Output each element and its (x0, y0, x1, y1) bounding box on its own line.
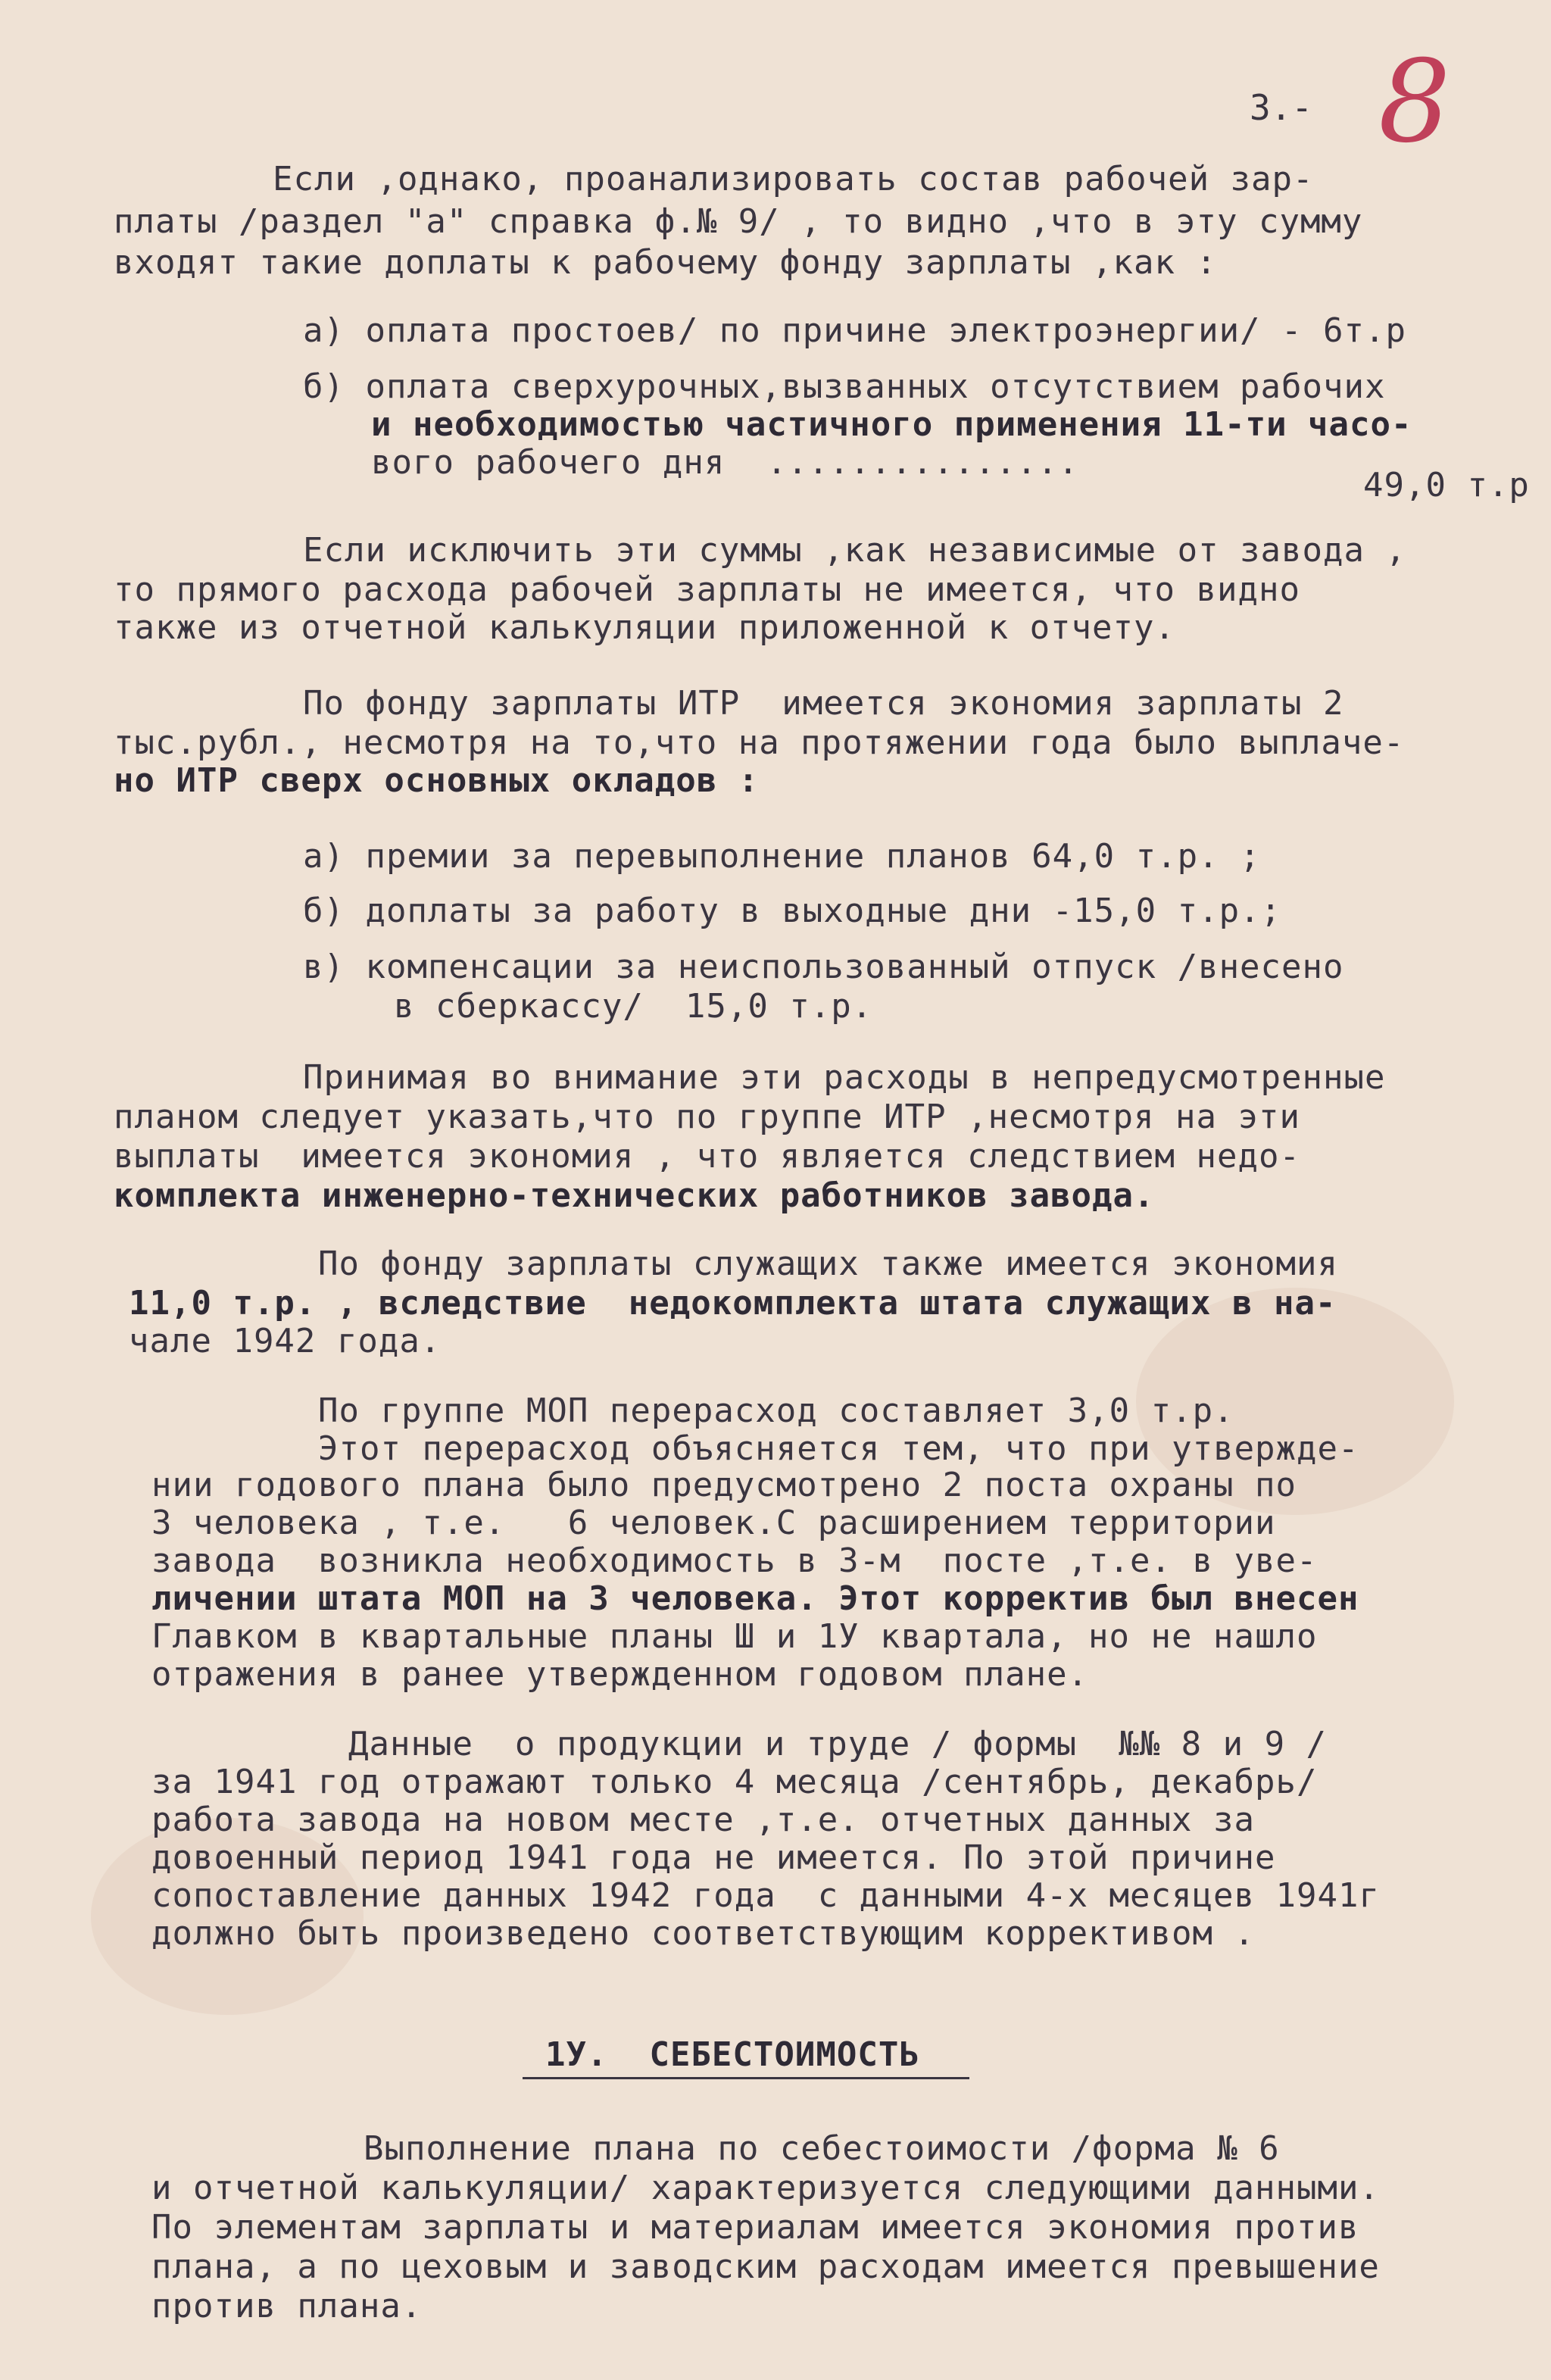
text-line: в) компенсации за неиспользованный отпуск /внесено (303, 948, 1344, 986)
text-line: сопоставление данных 1942 года с данными 4-х месяцев 1941г (151, 1876, 1380, 1915)
text-line: планом следует указать,что по группе ИТР ,несмотря на эти (114, 1098, 1300, 1136)
text-line: По группе МОП перерасход составляет 3,0 т.р. (318, 1391, 1234, 1430)
text-line: 11,0 т.р. , вследствие недокомплекта штата служащих в на- (129, 1284, 1337, 1323)
text-line: и отчетной калькуляции/ характеризуется следующими данными. (151, 2169, 1380, 2207)
text-line: должно быть произведено соответствующим коррективом . (151, 1914, 1255, 1953)
text-line: в сберкассу/ 15,0 т.р. (394, 987, 873, 1026)
text-line: плана, а по цеховым и заводским расходам имеется превышение (151, 2247, 1380, 2286)
text-line: б) оплата сверхурочных,вызванных отсутствием рабочих (303, 367, 1386, 406)
text-line: отражения в ранее утвержденном годовом плане. (151, 1655, 1089, 1694)
text-line: 49,0 т.р (1363, 466, 1530, 504)
heading-underline (523, 2077, 969, 2079)
text-line: но ИТР сверх основных окладов : (114, 761, 760, 800)
text-line: Принимая во внимание эти расходы в непредусмотренные (303, 1058, 1386, 1097)
text-line: личении штата МОП на 3 человека. Этот корректив был внесен (151, 1579, 1359, 1618)
text-line: б) доплаты за работу в выходные дни -15,0 т.р.; (303, 892, 1282, 930)
text-line: платы /раздел "а" справка ф.№ 9/ , то видно ,что в эту сумму (114, 202, 1363, 241)
text-line: работа завода на новом месте ,т.е. отчетных данных за (151, 1801, 1255, 1839)
text-line: довоенный период 1941 года не имеется. По этой причине (151, 1838, 1276, 1877)
text-line: тыс.рубл., несмотря на то,что на протяжении года было выплаче- (114, 723, 1405, 762)
text-line: также из отчетной калькуляции приложенной к отчету. (114, 608, 1176, 647)
text-line: за 1941 год отражают только 4 месяца /сентябрь, декабрь/ (151, 1763, 1318, 1801)
text-line: По фонду зарплаты ИТР имеется экономия зарплаты 2 (303, 684, 1344, 723)
text-line: 3 человека , т.е. 6 человек.С расширением территории (151, 1504, 1276, 1542)
text-line: вого рабочего дня ............... (371, 443, 1079, 482)
text-line: а) премии за перевыполнение планов 64,0 т.р. ; (303, 837, 1261, 876)
text-line: комплекта инженерно-технических работников завода. (114, 1176, 1155, 1215)
section-heading: 1У. СЕБЕСТОИМОСТЬ (545, 2035, 920, 2074)
text-line: Данные о продукции и труде / формы №№ 8 и 9 / (348, 1725, 1328, 1763)
page-number: 3.- (1250, 87, 1313, 128)
text-line: завода возникла необходимость в 3-м посте ,т.е. в уве- (151, 1541, 1318, 1580)
text-line: то прямого расхода рабочей зарплаты не имеется, что видно (114, 570, 1300, 609)
text-line: По фонду зарплаты служащих также имеется экономия (318, 1245, 1339, 1283)
text-line: Этот перерасход объясняется тем, что при утвержде- (318, 1429, 1359, 1468)
handwritten-page-number: 8 (1378, 36, 1451, 168)
text-line: входят такие доплаты к рабочему фонду зарплаты ,как : (114, 243, 1217, 282)
text-line: а) оплата простоев/ по причине электроэнергии/ - 6т.р (303, 311, 1406, 350)
text-line: против плана. (151, 2287, 423, 2325)
text-line: и необходимостью частичного применения 11-ти часо- (371, 405, 1412, 444)
text-line: Главком в квартальные планы Ш и 1У квартала, но не нашло (151, 1617, 1318, 1656)
text-line: Если исключить эти суммы ,как независимые от завода , (303, 531, 1406, 570)
text-line: нии годового плана было предусмотрено 2 поста охраны по (151, 1466, 1297, 1504)
text-line: Если ,однако, проанализировать состав рабочей зар- (273, 160, 1314, 198)
text-line: По элементам зарплаты и материалам имеется экономия против (151, 2208, 1359, 2247)
text-line: Выполнение плана по себестоимости /форма № 6 (364, 2129, 1280, 2168)
text-line: выплаты имеется экономия , что является следствием недо- (114, 1137, 1300, 1176)
text-line: чале 1942 года. (129, 1322, 442, 1360)
